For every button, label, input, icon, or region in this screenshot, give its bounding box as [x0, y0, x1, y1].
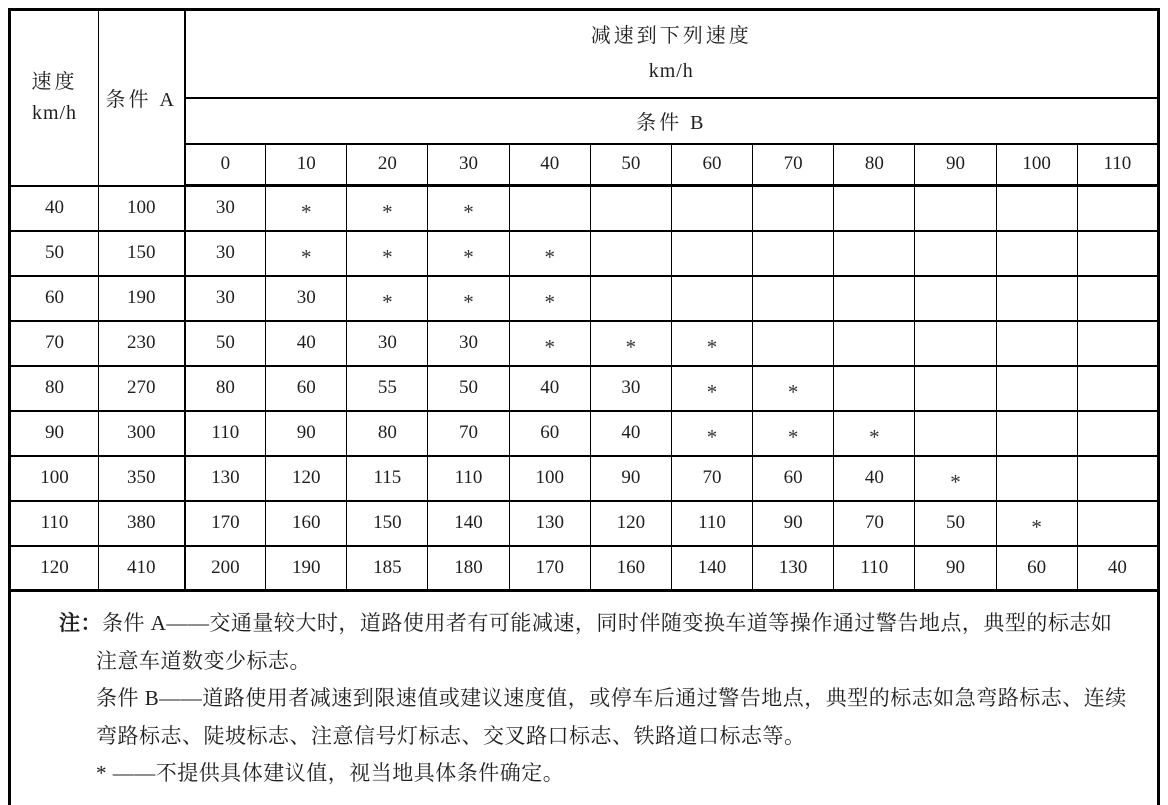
- target-speed-column-header: 80: [834, 144, 915, 186]
- value-cell: 50: [915, 501, 996, 546]
- value-cell: 30: [590, 366, 671, 411]
- decelerate-title-line1: 减速到下列速度: [590, 24, 752, 47]
- value-cell: [590, 276, 671, 321]
- value-cell: [1077, 411, 1158, 456]
- value-cell: 70: [671, 456, 752, 501]
- speed-cell: 70: [10, 321, 99, 366]
- value-cell: [915, 231, 996, 276]
- value-cell: [1077, 186, 1158, 231]
- value-cell: 130: [509, 501, 590, 546]
- value-cell: [671, 186, 752, 231]
- value-cell: [1077, 501, 1158, 546]
- no-value-asterisk: *: [382, 199, 393, 224]
- target-speed-column-header: 40: [509, 144, 590, 186]
- value-cell: 60: [509, 411, 590, 456]
- no-value-asterisk: *: [463, 289, 474, 314]
- table-row: [10, 411, 1159, 456]
- value-cell: 110: [834, 546, 915, 591]
- condition-a-header-cell: 条件 A: [99, 10, 185, 186]
- target-speed-column-header: 110: [1077, 144, 1158, 186]
- condition-a-cell: 380: [99, 501, 185, 546]
- value-cell: 170: [509, 546, 590, 591]
- value-cell: 90: [915, 546, 996, 591]
- value-cell: 90: [266, 411, 347, 456]
- target-speed-column-header: 100: [996, 144, 1077, 186]
- no-value-asterisk: *: [382, 289, 393, 314]
- header-row-title: [10, 10, 1159, 98]
- table-row: [10, 366, 1159, 411]
- value-cell: [509, 321, 590, 366]
- value-cell: [266, 186, 347, 231]
- value-cell: 70: [834, 501, 915, 546]
- value-cell: 60: [996, 546, 1077, 591]
- value-cell: [671, 231, 752, 276]
- value-cell: 150: [347, 501, 428, 546]
- value-cell: [428, 186, 509, 231]
- value-cell: 40: [1077, 546, 1158, 591]
- value-cell: 30: [266, 276, 347, 321]
- table-row: [10, 186, 1159, 231]
- table-row: [10, 276, 1159, 321]
- condition-a-cell: 410: [99, 546, 185, 591]
- value-cell: 190: [266, 546, 347, 591]
- target-speed-column-header: 0: [185, 144, 266, 186]
- value-cell: 60: [266, 366, 347, 411]
- value-cell: [834, 231, 915, 276]
- condition-a-cell: 300: [99, 411, 185, 456]
- value-cell: [671, 321, 752, 366]
- condition-a-cell: 100: [99, 186, 185, 231]
- value-cell: 130: [185, 456, 266, 501]
- value-cell: [996, 321, 1077, 366]
- speed-cell: 100: [10, 456, 99, 501]
- no-value-asterisk: *: [950, 469, 961, 494]
- value-cell: 60: [753, 456, 834, 501]
- value-cell: [834, 366, 915, 411]
- table-row: [10, 501, 1159, 546]
- value-cell: 200: [185, 546, 266, 591]
- value-cell: [347, 276, 428, 321]
- speed-cell: 90: [10, 411, 99, 456]
- value-cell: [996, 456, 1077, 501]
- value-cell: 80: [185, 366, 266, 411]
- table-row: [10, 546, 1159, 591]
- condition-a-cell: 270: [99, 366, 185, 411]
- value-cell: 30: [185, 231, 266, 276]
- value-cell: [834, 186, 915, 231]
- value-cell: [996, 276, 1077, 321]
- condition-a-cell: 350: [99, 456, 185, 501]
- value-cell: [509, 231, 590, 276]
- speed-cell: 120: [10, 546, 99, 591]
- value-cell: [1077, 231, 1158, 276]
- value-cell: [915, 186, 996, 231]
- value-cell: 130: [753, 546, 834, 591]
- value-cell: 40: [509, 366, 590, 411]
- target-speed-column-header: 30: [428, 144, 509, 186]
- condition-b-header-cell: 条件 B: [185, 98, 1159, 144]
- value-cell: [753, 186, 834, 231]
- value-cell: 140: [671, 546, 752, 591]
- value-cell: [1077, 366, 1158, 411]
- value-cell: 120: [590, 501, 671, 546]
- value-cell: [1077, 276, 1158, 321]
- speed-header-cell: [10, 10, 99, 186]
- notes-row: [10, 591, 1159, 805]
- no-value-asterisk: *: [625, 334, 637, 359]
- note-label: 注：: [59, 611, 102, 635]
- value-cell: 55: [347, 366, 428, 411]
- value-cell: 140: [428, 501, 509, 546]
- value-cell: [834, 411, 915, 456]
- value-cell: [915, 411, 996, 456]
- value-cell: [509, 276, 590, 321]
- value-cell: 160: [590, 546, 671, 591]
- condition-a-cell: 190: [99, 276, 185, 321]
- note-condition-a-text: 条件 A——交通量较大时，道路使用者有可能减速，同时伴随变换车道等操作通过警告地点，典型的标志如注意车道数变少标志。: [96, 611, 1113, 673]
- value-cell: 30: [185, 276, 266, 321]
- no-value-asterisk: *: [544, 334, 555, 359]
- speed-header-line2: km/h: [31, 101, 78, 124]
- value-cell: 120: [266, 456, 347, 501]
- value-cell: 100: [509, 456, 590, 501]
- value-cell: [753, 321, 834, 366]
- note-asterisk: * ——不提供具体建议值，视当地具体条件确定。: [96, 761, 565, 785]
- value-cell: [753, 231, 834, 276]
- value-cell: 110: [185, 411, 266, 456]
- value-cell: [753, 366, 834, 411]
- table-row: [10, 231, 1159, 276]
- value-cell: 170: [185, 501, 266, 546]
- value-cell: 180: [428, 546, 509, 591]
- value-cell: [915, 366, 996, 411]
- condition-a-cell: 230: [99, 321, 185, 366]
- no-value-asterisk: *: [706, 379, 718, 404]
- note-condition-b: 条件 B——道路使用者减速到限速值或建议速度值，或停车后通过警告地点，典型的标志如急弯路标志、连续弯路标志、陡坡标志、注意信号灯标志、交叉路口标志、铁路道口标志等。: [96, 686, 1127, 748]
- value-cell: 115: [347, 456, 428, 501]
- value-cell: [509, 186, 590, 231]
- value-cell: [753, 411, 834, 456]
- value-cell: 90: [590, 456, 671, 501]
- value-cell: 110: [671, 501, 752, 546]
- value-cell: 110: [428, 456, 509, 501]
- value-cell: [1077, 456, 1158, 501]
- value-cell: [915, 276, 996, 321]
- value-cell: 40: [590, 411, 671, 456]
- value-cell: 160: [266, 501, 347, 546]
- target-speed-column-header: 50: [590, 144, 671, 186]
- value-cell: [347, 186, 428, 231]
- target-speed-column-header: 60: [671, 144, 752, 186]
- table-row: [10, 456, 1159, 501]
- target-speed-column-header: 90: [915, 144, 996, 186]
- no-value-asterisk: *: [300, 199, 312, 224]
- value-cell: 80: [347, 411, 428, 456]
- value-cell: 30: [185, 186, 266, 231]
- decelerate-title-line2: km/h: [648, 59, 694, 82]
- condition-a-cell: 150: [99, 231, 185, 276]
- note-condition-a: [11, 605, 1157, 680]
- value-cell: [590, 231, 671, 276]
- no-value-asterisk: *: [463, 199, 474, 224]
- speed-cell: 110: [10, 501, 99, 546]
- value-cell: [671, 411, 752, 456]
- value-cell: [915, 321, 996, 366]
- no-value-asterisk: *: [300, 244, 312, 269]
- speed-cell: 60: [10, 276, 99, 321]
- no-value-asterisk: *: [544, 289, 555, 314]
- value-cell: [996, 366, 1077, 411]
- value-cell: [996, 231, 1077, 276]
- no-value-asterisk: *: [787, 379, 799, 404]
- value-cell: [590, 321, 671, 366]
- no-value-asterisk: *: [463, 244, 474, 269]
- value-cell: [428, 276, 509, 321]
- no-value-asterisk: *: [706, 424, 718, 449]
- value-cell: 30: [428, 321, 509, 366]
- no-value-asterisk: *: [544, 244, 555, 269]
- speed-header-line1: 速度: [31, 70, 78, 93]
- value-cell: 30: [347, 321, 428, 366]
- notes-cell: [10, 591, 1159, 805]
- speed-cell: 80: [10, 366, 99, 411]
- target-speed-column-header: 10: [266, 144, 347, 186]
- value-cell: [671, 366, 752, 411]
- table-row: [10, 321, 1159, 366]
- value-cell: 50: [185, 321, 266, 366]
- value-cell: [915, 456, 996, 501]
- value-cell: 70: [428, 411, 509, 456]
- value-cell: [428, 231, 509, 276]
- value-cell: [996, 186, 1077, 231]
- value-cell: [347, 231, 428, 276]
- speed-cell: 50: [10, 231, 99, 276]
- target-speed-column-header: 70: [753, 144, 834, 186]
- value-cell: [590, 186, 671, 231]
- speed-reduction-table: [8, 8, 1160, 805]
- value-cell: [834, 276, 915, 321]
- value-cell: 185: [347, 546, 428, 591]
- no-value-asterisk: *: [1031, 514, 1042, 539]
- decelerate-title-cell: [185, 10, 1159, 98]
- no-value-asterisk: *: [787, 424, 799, 449]
- value-cell: [671, 276, 752, 321]
- no-value-asterisk: *: [706, 334, 718, 359]
- no-value-asterisk: *: [382, 244, 393, 269]
- value-cell: [834, 321, 915, 366]
- value-cell: 40: [834, 456, 915, 501]
- value-cell: 90: [753, 501, 834, 546]
- value-cell: [1077, 321, 1158, 366]
- value-cell: 50: [428, 366, 509, 411]
- value-cell: [996, 501, 1077, 546]
- no-value-asterisk: *: [869, 424, 880, 449]
- speed-cell: 40: [10, 186, 99, 231]
- value-cell: [996, 411, 1077, 456]
- value-cell: [266, 231, 347, 276]
- target-speed-column-header: 20: [347, 144, 428, 186]
- value-cell: 40: [266, 321, 347, 366]
- value-cell: [753, 276, 834, 321]
